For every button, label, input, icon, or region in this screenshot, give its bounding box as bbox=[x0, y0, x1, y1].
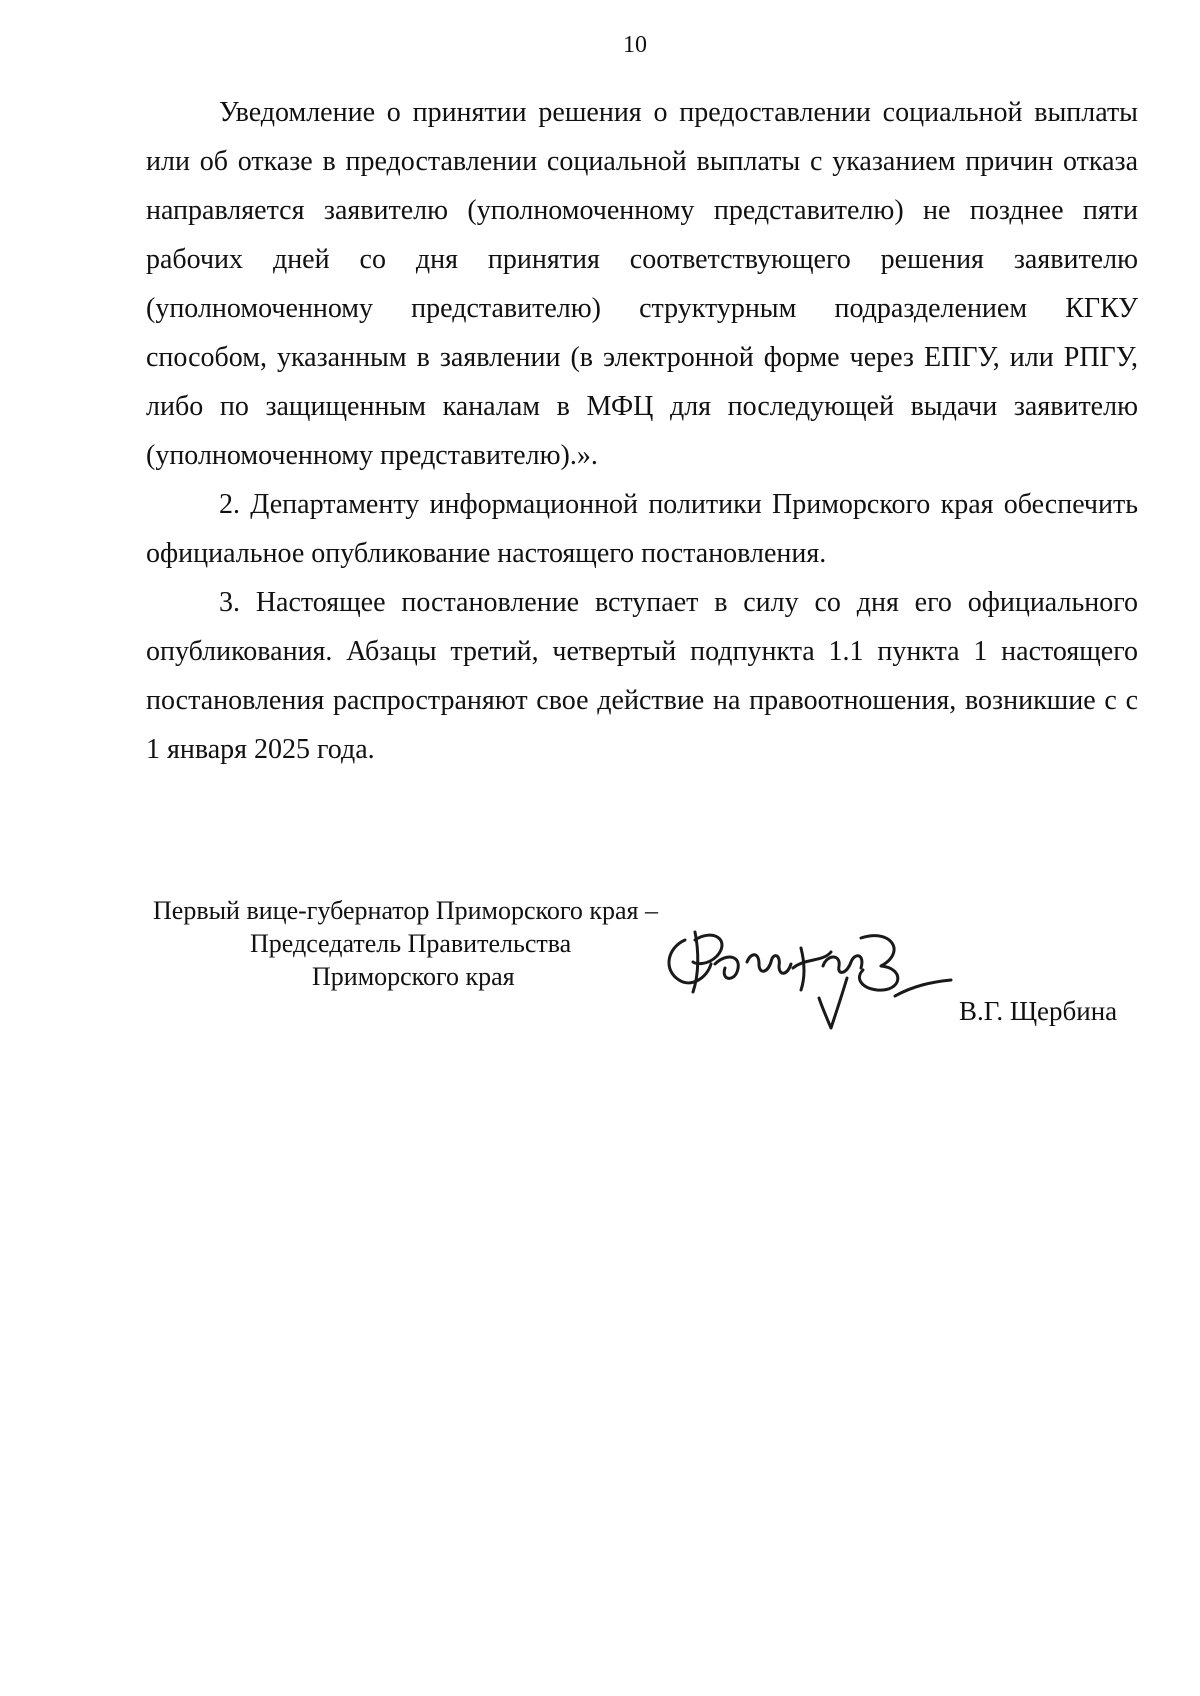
paragraph-item-2: 2. Департаменту информационной политики Приморского края обеспечить официальное опубликование настоящего постановления. bbox=[146, 489, 1138, 569]
signatory-title-line-3: Приморского края bbox=[312, 962, 515, 991]
signatory-name: В.Г. Щербина bbox=[959, 996, 1118, 1026]
document-body bbox=[146, 88, 1138, 774]
page-number: 10 bbox=[623, 32, 647, 58]
paragraph-notification: Уведомление о принятии решения о предоставлении социальной выплаты или об отказе в предоставлении социальной выплаты с указанием причин отказа направляется заявителю (уполномоченному представителю) не позднее пяти рабочих дней со дня принятия соответствующего решения заявителю (уполномоченному представителю) структурным подразделением КГКУ способом, указанным в заявлении (в электронной форме через ЕПГУ, или РПГУ, либо по защищенным каналам в МФЦ для последующей выдачи заявителю (уполномоченному представителю).». bbox=[146, 97, 1138, 471]
handwritten-signature bbox=[655, 918, 955, 1033]
paragraph-item-3: 3. Настоящее постановление вступает в силу со дня его официального опубликования. Абзацы третий, четвертый подпункта 1.1 пункта 1 настоящего постановления распространяют свое действие на правоотношения, возникшие с с 1 января 2025 года. bbox=[146, 587, 1138, 765]
signatory-title-line-1: Первый вице-губернатор Приморского края – bbox=[153, 896, 658, 925]
signatory-title-line-2: Председатель Правительства bbox=[250, 929, 572, 958]
